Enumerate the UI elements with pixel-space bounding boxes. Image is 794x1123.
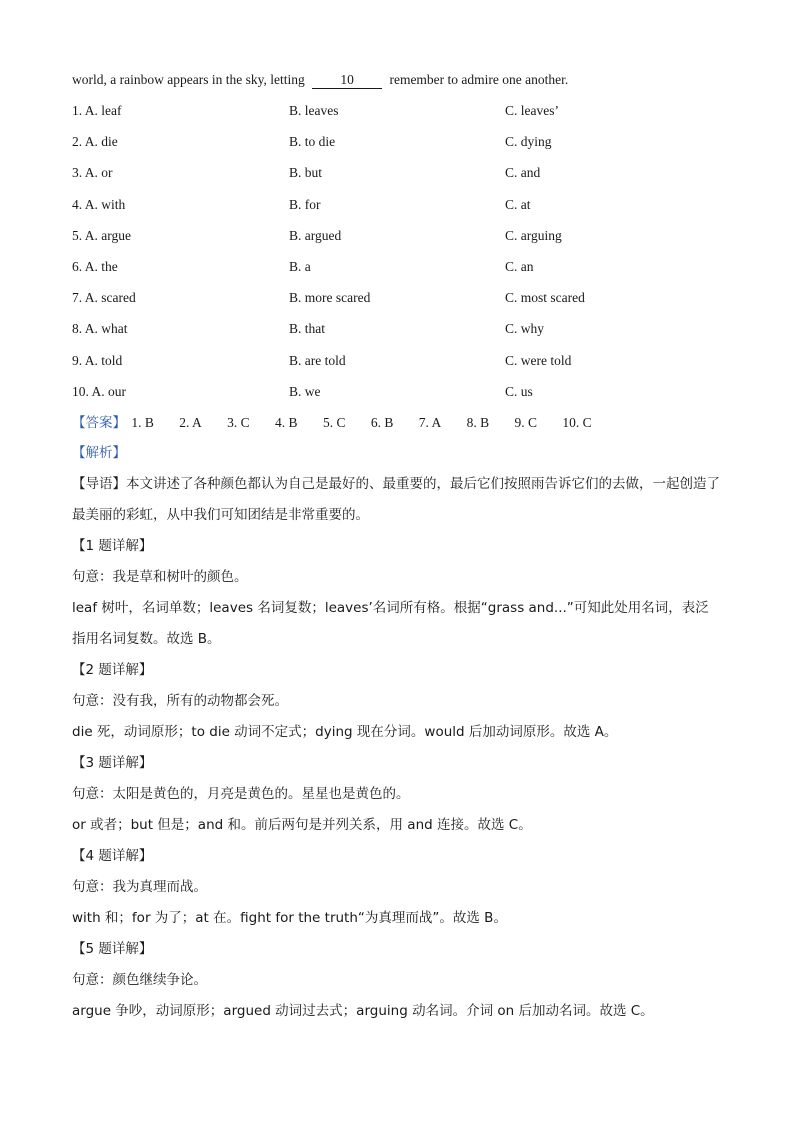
- detail-explain-1: leaf 树叶，名词单数；leaves 名词复数；leaves’名词所有格。根据“grass and...”可知此处用名词，表泛指用名词复数。故选 B。: [72, 599, 709, 647]
- detail-explain-3: or 或者；but 但是；and 和。前后两句是并列关系，用 and 连接。故选 C。: [72, 816, 532, 833]
- option-c: C. arguing: [505, 227, 562, 243]
- option-a: 6. A. the: [72, 258, 118, 274]
- option-c: C. leaves’: [505, 103, 559, 118]
- answer-label: 【答案】: [72, 414, 126, 431]
- answer-item: 3. C: [227, 414, 250, 430]
- detail-heading-3: 【3 题详解】: [72, 754, 153, 771]
- option-row-2: [72, 126, 722, 157]
- option-row-6: [72, 251, 722, 282]
- option-a: 10. A. our: [72, 383, 126, 399]
- option-b: B. argued: [289, 227, 342, 243]
- option-c: C. us: [505, 383, 533, 399]
- answer-item: 2. A: [179, 414, 202, 430]
- option-a: 9. A. told: [72, 352, 123, 368]
- document-page: [72, 64, 722, 1027]
- option-b: B. more scared: [289, 290, 371, 306]
- detail-explain-2: die 死，动词原形；to die 动词不定式；dying 现在分词。would 后加动词原形。故选 A。: [72, 723, 618, 740]
- option-row-3: [72, 157, 722, 188]
- option-a: 4. A. with: [72, 196, 126, 212]
- option-c: C. dying: [505, 134, 552, 150]
- detail-meaning-2: 句意：没有我，所有的动物都会死。: [72, 692, 288, 709]
- answer-item: 5. C: [322, 414, 346, 430]
- detail-meaning-1: 句意：我是草和树叶的颜色。: [72, 568, 248, 585]
- detail-heading-2: 【2 题详解】: [72, 661, 153, 678]
- passage-text-before: world, a rainbow appears in the sky, letting: [72, 72, 305, 87]
- option-a: 1. A. leaf: [72, 103, 122, 118]
- option-row-7: [72, 282, 722, 313]
- answer-item: 9. C: [514, 414, 538, 430]
- option-b: B. we: [289, 383, 321, 399]
- option-a: 3. A. or: [72, 165, 113, 181]
- answer-item: 7. A: [418, 414, 442, 430]
- answer-item: 6. B: [370, 414, 394, 430]
- option-row-1: [72, 95, 722, 126]
- option-row-5: [72, 220, 722, 251]
- option-b: B. but: [289, 165, 323, 181]
- detail-heading-4: 【4 题详解】: [72, 847, 153, 864]
- option-c: C. at: [505, 196, 531, 212]
- option-row-9: [72, 345, 722, 376]
- detail-explain-5: argue 争吵，动词原形；argued 动词过去式；arguing 动名词。介词 on 后加动名词。故选 C。: [72, 1002, 654, 1019]
- answer-item: 8. B: [466, 414, 490, 430]
- option-b: B. leaves: [289, 103, 339, 118]
- answer-key: [72, 407, 722, 438]
- option-c: C. an: [505, 258, 534, 274]
- answer-item: 1. B: [131, 414, 154, 430]
- answer-item: 10. C: [562, 414, 592, 430]
- passage-last-line: [72, 64, 722, 95]
- option-b: B. a: [289, 258, 311, 274]
- option-a: 2. A. die: [72, 134, 118, 150]
- detail-heading-5: 【5 题详解】: [72, 940, 153, 957]
- option-row-8: [72, 313, 722, 344]
- option-row-10: [72, 376, 722, 407]
- option-b: B. to die: [289, 134, 336, 150]
- option-c: C. and: [505, 165, 541, 181]
- answer-item: 4. B: [275, 414, 298, 430]
- blank-10: 10: [312, 72, 382, 89]
- option-b: B. for: [289, 196, 321, 212]
- option-c: C. why: [505, 321, 545, 337]
- option-row-4: [72, 189, 722, 220]
- option-b: B. that: [289, 321, 325, 337]
- option-a: 5. A. argue: [72, 227, 131, 243]
- detail-meaning-3: 句意：太阳是黄色的，月亮是黄色的。星星也是黄色的。: [72, 785, 410, 802]
- options-list: [72, 95, 722, 407]
- detail-explain-4: with 和；for 为了；at 在。fight for the truth“为真理而战”。故选 B。: [72, 909, 507, 926]
- detail-meaning-4: 句意：我为真理而战。: [72, 878, 207, 895]
- option-c: C. most scared: [505, 290, 585, 306]
- guide-paragraph: 【导语】本文讲述了各种颜色都认为自己是最好的、最重要的，最后它们按照雨告诉它们的去做，一起创造了最美丽的彩虹，从中我们可知团结是非常重要的。: [72, 475, 720, 523]
- option-c: C. were told: [505, 352, 572, 368]
- option-a: 7. A. scared: [72, 290, 136, 306]
- option-b: B. are told: [289, 352, 346, 368]
- passage-text-after: remember to admire one another.: [389, 72, 569, 87]
- detail-meaning-5: 句意：颜色继续争论。: [72, 971, 207, 988]
- option-a: 8. A. what: [72, 321, 128, 337]
- detail-heading-1: 【1 题详解】: [72, 537, 153, 554]
- analysis-heading: 【解析】: [72, 444, 126, 461]
